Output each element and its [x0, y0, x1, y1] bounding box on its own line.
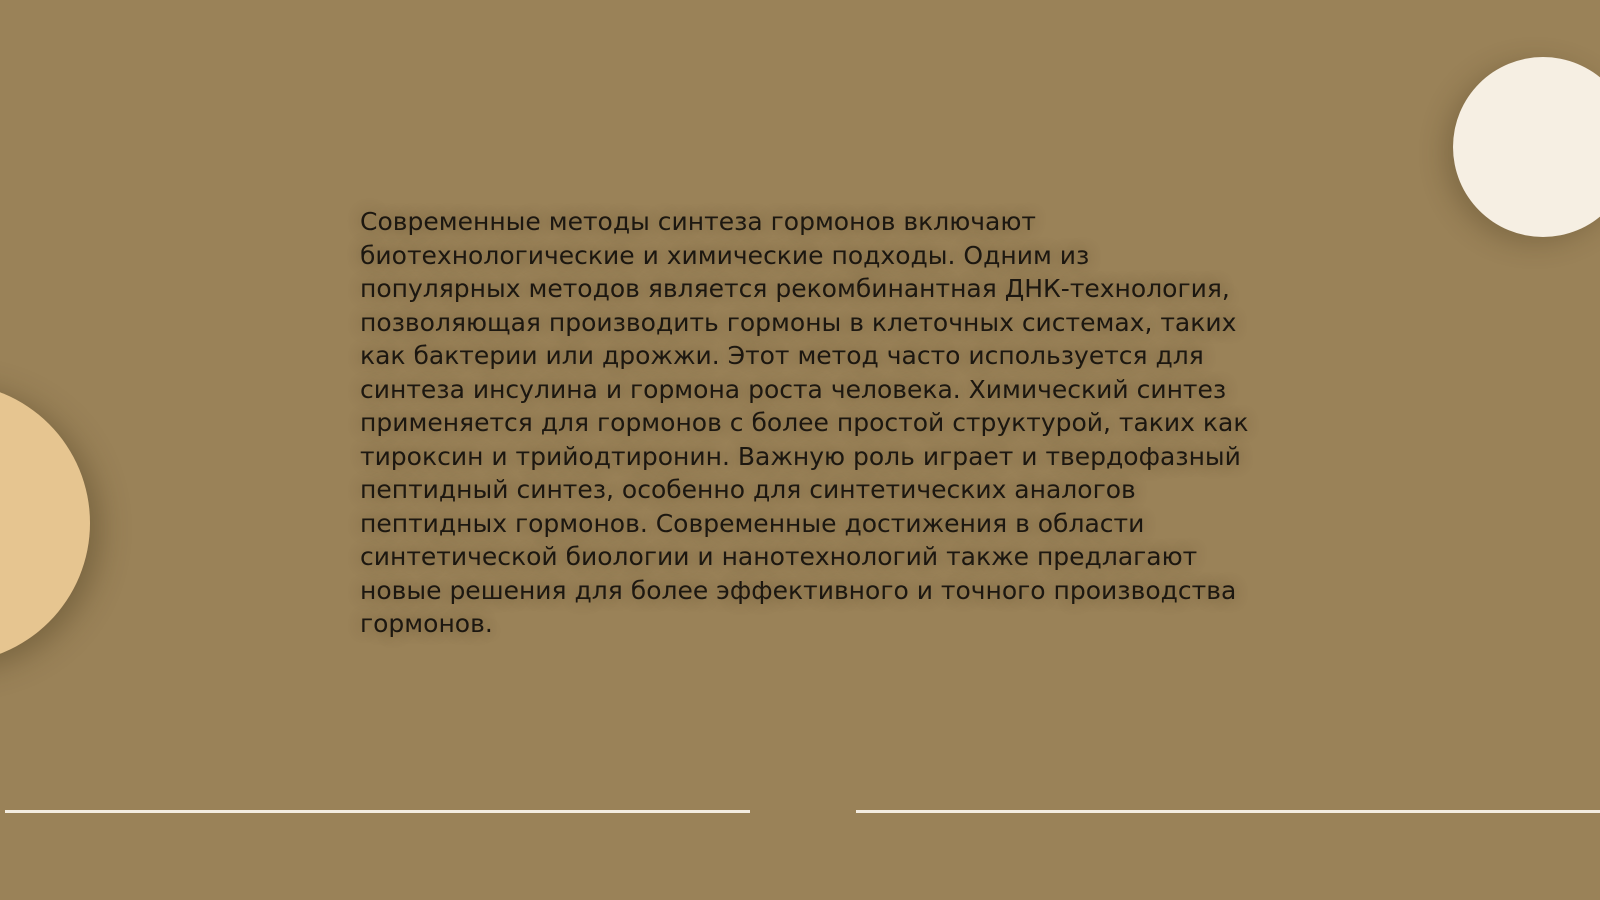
decorative-circle-top-right	[1453, 57, 1600, 237]
decorative-circle-left	[0, 383, 90, 663]
divider-line-left	[5, 810, 750, 813]
divider-line-right	[856, 810, 1600, 813]
slide-body-text: Современные методы синтеза гормонов включают биотехнологические и химические подходы. Одним из популярных методов является рекомбинантная ДНК-технология, позволяющая производить гормоны в клеточных системах, таких как бактерии или дрожжи. Этот метод часто используется для синтеза инсулина и гормона роста человека. Химический синтез применяется для гормонов с более простой структурой, таких как тироксин и трийодтиронин. Важную роль играет и твердофазный пептидный синтез, особенно для синтетических аналогов пептидных гормонов. Современные достижения в области синтетической биологии и нанотехнологий также предлагают новые решения для более эффективного и точного производства гормонов.	[360, 207, 1249, 638]
